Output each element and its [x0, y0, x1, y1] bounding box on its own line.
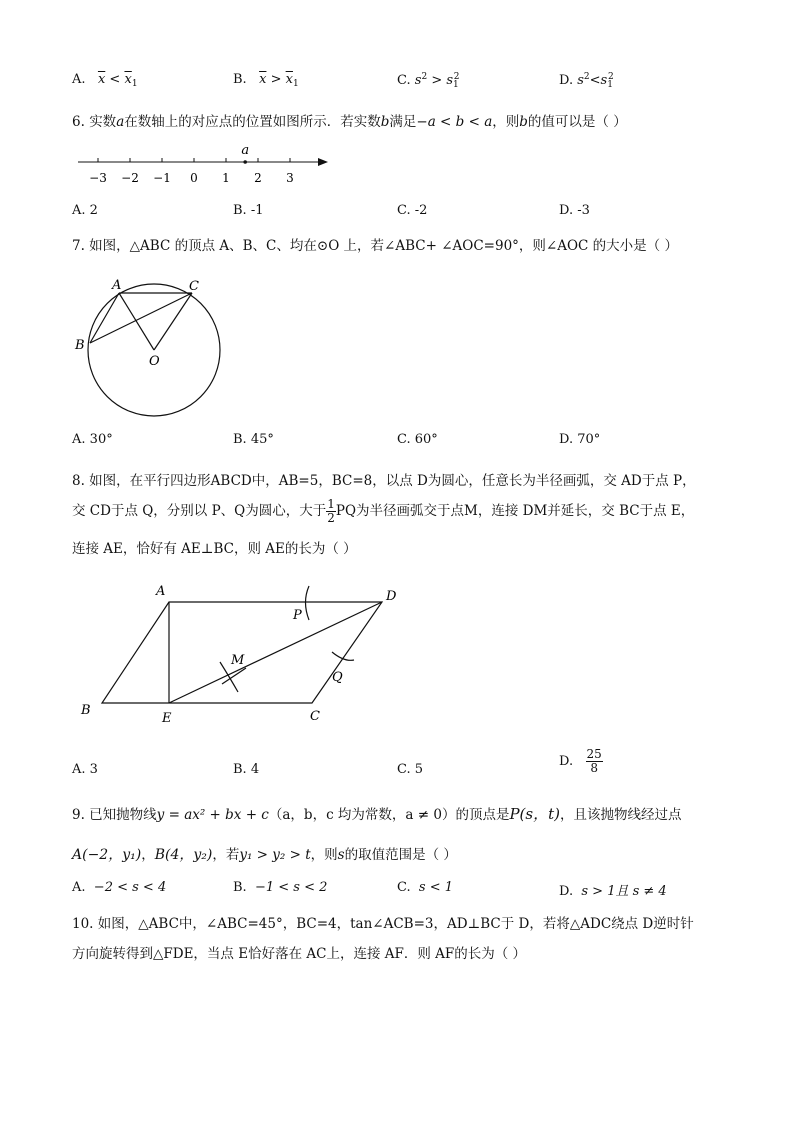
label-p: P	[293, 608, 302, 623]
q7-stem: 7. 如图，△ABC 的顶点 A、B、C、均在⊙O 上，若∠ABC+ ∠AOC=90°，则∠AOC 的大小是（ ）	[72, 238, 678, 254]
label-o: O	[149, 354, 160, 369]
label-e: E	[162, 711, 172, 726]
label-b: B	[81, 703, 91, 718]
q8-options	[72, 747, 712, 790]
fraction-25-8: $\frac{25}{8}$	[586, 747, 602, 775]
axis-tick-label: 2	[254, 171, 262, 185]
arc-p	[306, 586, 310, 620]
q7-options	[72, 432, 712, 452]
label-c: C	[310, 709, 320, 724]
q8-line-2: 交 CD于点 Q，分别以 P、Q为圆心，大于 $\frac{1}{2}$ PQ为半径画弧交于点M，连接 DM并延长，交 BC于点 E，	[72, 497, 695, 525]
label-q: Q	[332, 670, 343, 685]
q6-option-c[interactable]: C. -2	[397, 203, 428, 218]
q9-line-1: 9. 已知抛物线y = ax² + bx + c（a，b，c 均为常数，a ≠ 0）的顶点是P(s，t)，且该抛物线经过点	[72, 805, 682, 823]
label-d: D	[386, 589, 397, 604]
number-line-figure	[72, 138, 342, 190]
segment-ed	[169, 602, 382, 703]
axis-tick-label: 3	[286, 171, 294, 185]
segment-ao	[119, 293, 154, 350]
q5-option-a[interactable]: A. $\overline{x} < \overline{x}_1$	[72, 72, 138, 89]
label-a: A	[156, 584, 166, 599]
q6-options	[72, 203, 712, 223]
axis-arrow	[318, 158, 328, 166]
q8-line-1: 8. 如图，在平行四边形ABCD中，AB=5，BC=8，以点 D为圆心，任意长为半径画弧，交 AD于点 P，	[72, 473, 696, 489]
q5-options	[72, 72, 712, 92]
axis-tick-label: −3	[89, 171, 107, 185]
q9-options	[72, 880, 712, 900]
q7-option-a[interactable]: A. 30°	[72, 432, 113, 447]
parallelogram-figure	[72, 580, 412, 730]
q5-option-c[interactable]: C. $s^2 > s_1^2$	[397, 72, 460, 90]
q9-option-c[interactable]: C. s < 1	[397, 880, 453, 895]
q8-option-c[interactable]: C. 5	[397, 762, 424, 777]
q8-option-d[interactable]: D. $\frac{25}{8}$	[559, 747, 602, 775]
q6-option-a[interactable]: A. 2	[72, 203, 98, 218]
label-m: M	[231, 653, 245, 668]
q8-option-b[interactable]: B. 4	[233, 762, 260, 777]
q10-line-2: 方向旋转得到△FDE，当点 E恰好落在 AC上，连接 AF．则 AF的长为（ ）	[72, 946, 527, 962]
label-c: C	[189, 279, 199, 294]
axis-tick-label: 1	[222, 171, 230, 185]
q5-option-b[interactable]: B. $\overline{x} > \overline{x}_1$	[233, 72, 299, 89]
q9-line-2: A(−2，y₁)，B(4，y₂)，若y₁ > y₂ > t，则s的取值范围是（ ）	[72, 847, 457, 863]
arc-q	[332, 652, 354, 660]
label-b: B	[75, 338, 85, 353]
q5-option-d[interactable]: D. $s^2<s_1^2$	[559, 72, 614, 90]
q9-option-a[interactable]: A. −2 < s < 4	[72, 880, 167, 895]
q9-option-d[interactable]: D. s > 1且 s ≠ 4	[559, 884, 667, 899]
axis-tick-label: −2	[121, 171, 139, 185]
axis-tick-label: −1	[153, 171, 171, 185]
point-a-label: a	[241, 143, 250, 158]
q10-line-1: 10. 如图，△ABC中，∠ABC=45°，BC=4，tan∠ACB=3，AD⊥BC于 D，若将△ADC绕点 D逆时针	[72, 916, 694, 932]
fraction-one-half: $\frac{1}{2}$	[327, 497, 335, 525]
q7-option-d[interactable]: D. 70°	[559, 432, 601, 447]
segment-co	[154, 293, 192, 350]
label-a: A	[112, 278, 122, 293]
q9-option-b[interactable]: B. −1 < s < 2	[233, 880, 328, 895]
q7-option-b[interactable]: B. 45°	[233, 432, 274, 447]
q8-option-a[interactable]: A. 3	[72, 762, 98, 777]
q6-stem: 6. 实数a在数轴上的对应点的位置如图所示．若实数b满足−a < b < a，则b的值可以是（ ）	[72, 114, 627, 130]
q6-option-b[interactable]: B. -1	[233, 203, 264, 218]
q7-option-c[interactable]: C. 60°	[397, 432, 438, 447]
segment-bc	[90, 293, 192, 343]
q6-option-d[interactable]: D. -3	[559, 203, 590, 218]
point-a-marker	[243, 160, 247, 164]
q8-line-3: 连接 AE，恰好有 AE⊥BC，则 AE的长为（ ）	[72, 541, 357, 557]
circle-figure	[72, 270, 232, 420]
axis-tick-label: 0	[190, 171, 198, 185]
